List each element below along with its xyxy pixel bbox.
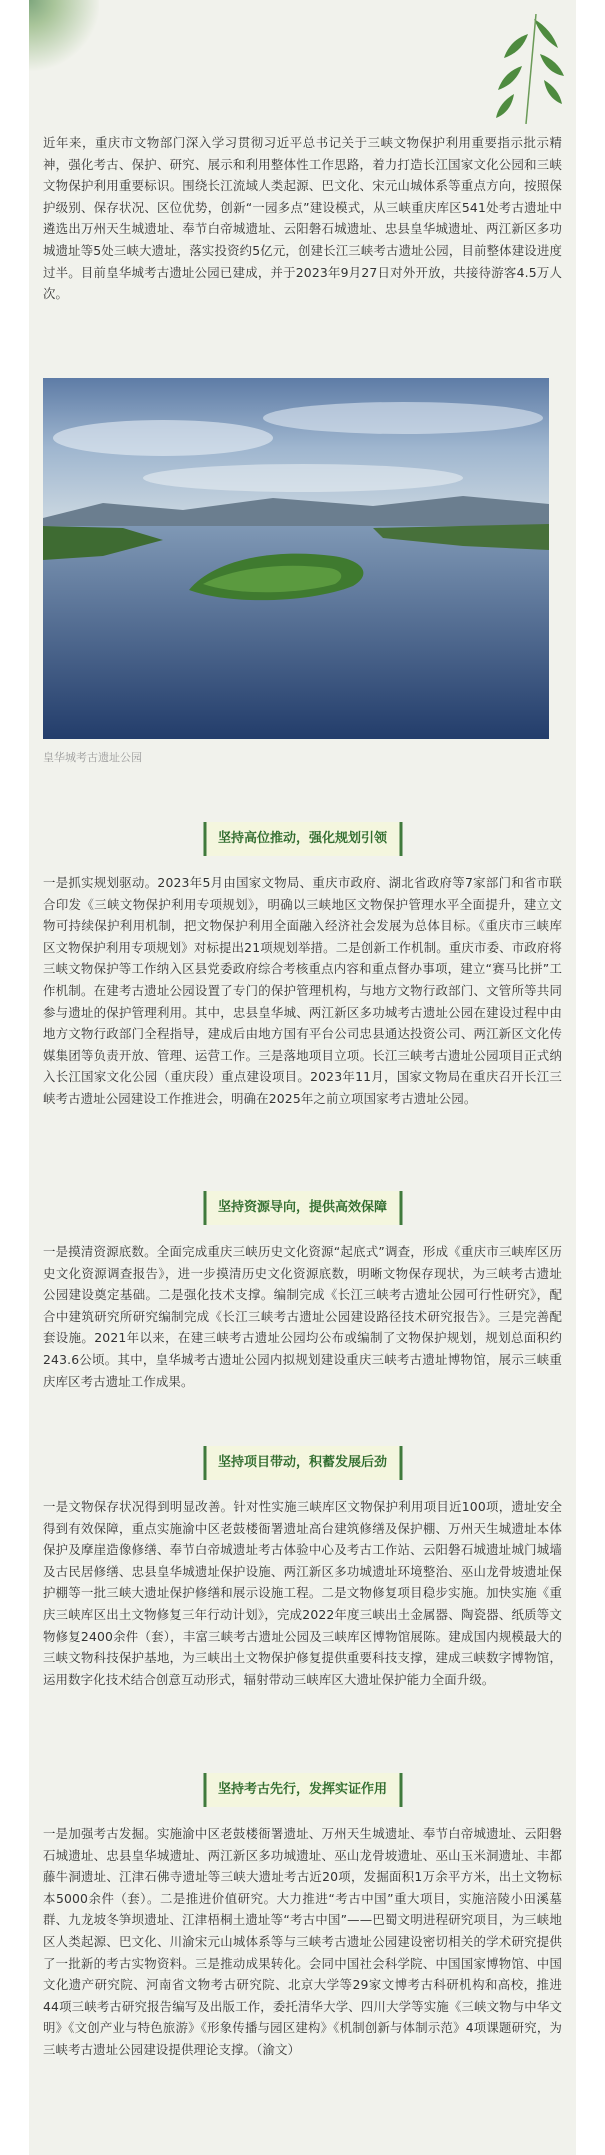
section3-paragraph: 一是文物保存状况得到明显改善。针对性实施三峡库区文物保护利用项目近100项，遗址安全得到有效保障，重点实施渝中区老鼓楼衙署遗址高台建筑修缮及保护棚、万州天生城遗址本体保护及摩崖造像修缮、奉节白帝城遗址考古体验中心及考古工作站、云阳磐石城遗址城门城墙及古民居修缮、忠县皇华城遗址保护设施、两江新区多功城遗址环境整治、巫山龙骨坡遗址保护棚等一批三峡大遗址保护修缮和展示设施工程。二是文物修复项目稳步实施。加快实施《重庆三峡库区出土文物修复三年行动计划》，完成2022年度三峡出土金属器、陶瓷器、纸质等文物修复2400余件（套），丰富三峡考古遗址公园及三峡库区博物馆展陈。建成国内规模最大的三峡文物科技保护基地，为三峡出土文物保护修复提供重要科技支撑，建成三峡数字博物馆，运用数字化技术结合创意互动形式，辐射带动三峡库区大遗址保护能力全面升级。 [43,1499,562,1687]
section4-paragraph: 一是加强考古发掘。实施渝中区老鼓楼衙署遗址、万州天生城遗址、奉节白帝城遗址、云阳磐石城遗址、忠县皇华城遗址、两江新区多功城遗址、巫山龙骨坡遗址、巫山玉米洞遗址、丰都藤牛洞遗址、江津石佛寺遗址等三峡大遗址考古近20项，发掘面积1万余平方米，出土文物标本5000余件（套）。二是推进价值研究。大力推进“考古中国”重大项目，实施涪陵小田溪墓群、九龙坡冬笋坝遗址、江津梧桐土遗址等“考古中国”——巴蜀文明进程研究项目，为三峡地区人类起源、巴文化、川渝宋元山城体系等与三峡考古遗址公园建设密切相关的学术研究提供了一批新的考古实物资料。三是推动成果转化。会同中国社会科学院、中国国家博物馆、中国文化遗产研究院、河南省文物考古研究院、北京大学等29家文博考古科研机构和高校，推进44项三峡考古研究报告编写及出版工作，委托清华大学、四川大学等实施《三峡文物与中华文明》《文创产业与特色旅游》《形象传播与园区建构》《机制创新与体制示范》4项课题研究，为三峡考古遗址公园建设提供理论支撑。（渝文） [43,1826,562,2057]
photo-caption: 皇华城考古遗址公园 [43,751,142,764]
intro-paragraph: 近年来，重庆市文物部门深入学习贯彻习近平总书记关于三峡文物保护利用重要指示批示精神，强化考古、保护、研究、展示和利用整体性工作思路，着力打造长江国家文化公园和三峡文物保护利用重要标识。围绕长江流域人类起源、巴文化、宋元山城体系等重点方向，按照保护级别、保存状况、区位优势，创新“一园多点”建设模式，从三峡重庆库区541处考古遗址中遴选出万州天生城遗址、奉节白帝城遗址、云阳磐石城遗址、忠县皇华城遗址、两江新区多功城遗址等5处三峡大遗址，落实投资约5亿元，创建长江三峡考古遗址公园，目前整体建设进度过半。目前皇华城考古遗址公园已建成，并于2023年9月27日对外开放，共接待游客4.5万人次。 [43,135,562,302]
section2-paragraph: 一是摸清资源底数。全面完成重庆三峡历史文化资源“起底式”调查，形成《重庆市三峡库区历史文化资源调查报告》，进一步摸清历史文化资源底数，明晰文物保存现状，为三峡考古遗址公园建设奠定基础。二是强化技术支撑。编制完成《长江三峡考古遗址公园可行性研究》，配合中建筑研究所研究编制完成《长江三峡考古遗址公园建设路径技术研究报告》。三是完善配套设施。2021年以来，在建三峡考古遗址公园均公布或编制了文物保护规划，规划总面积约243.6公顷。其中，皇华城考古遗址公园内拟规划建设重庆三峡考古遗址博物馆，展示三峡重庆库区考古遗址工作成果。 [43,1244,562,1389]
article [29,0,576,2155]
section1-paragraph: 一是抓实规划驱动。2023年5月由国家文物局、重庆市政府、湖北省政府等7家部门和省市联合印发《三峡文物保护利用专项规划》，明确以三峡地区文物保护管理水平全面提升，建立文物可持续保护利用机制，把文物保护利用全面融入经济社会发展为总体目标。《重庆市三峡库区文物保护利用专项规划》对标提出21项规划举措。二是创新工作机制。重庆市委、市政府将三峡文物保护等工作纳入区县党委政府综合考核重点内容和重点督办事项，建立“赛马比拼”工作机制。在建考古遗址公园设置了专门的保护管理机构，与地方文物行政部门、文管所等共同参与遗址的保护管理利用。其中，忠县皇华城、两江新区多功城考古遗址公园在建设过程中由地方文物行政部门全程指导，建成后由地方国有平台公司忠县通达投资公司、两江新区文化传媒集团等负责开放、管理、运营工作。三是落地项目立项。长江三峡考古遗址公园项目正式纳入长江国家文化公园（重庆段）重点建设项目。2023年11月，国家文物局在重庆召开长江三峡考古遗址公园建设工作推进会，明确在2025年之前立项国家考古遗址公园。 [43,875,562,1106]
section-heading-1-label: 坚持高位推动，强化规划引领 [203,822,402,856]
site-photo [43,378,549,739]
section-heading-4-label: 坚持考古先行，发挥实证作用 [203,1773,402,1807]
section-heading-3 [29,1446,576,1480]
section-heading-2-label: 坚持资源导向，提供高效保障 [203,1191,402,1225]
section-heading-2 [29,1191,576,1225]
section-heading-3-label: 坚持项目带动，积蓄发展后劲 [203,1446,402,1480]
section-heading-1 [29,822,576,856]
bamboo-leaves-icon [474,14,566,124]
corner-leaf-decoration [29,0,99,75]
section-heading-4 [29,1773,576,1807]
